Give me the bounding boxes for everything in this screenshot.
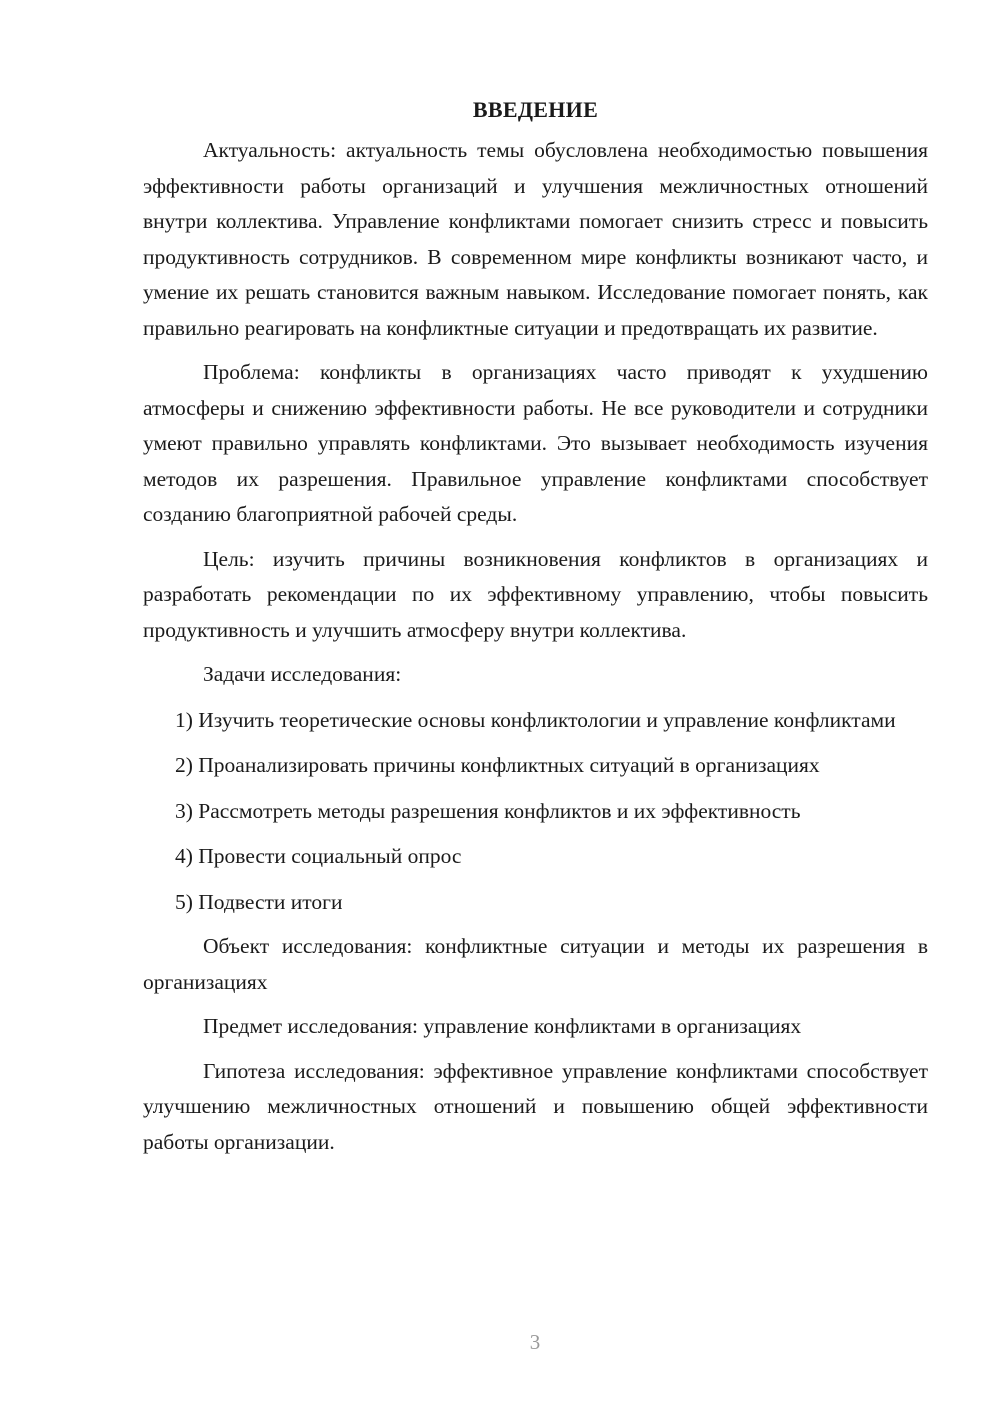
paragraph-goal: Цель: изучить причины возникновения конфликтов в организациях и разработать рекомендации по их эффективному управлению, чтобы повысить продуктивность и улучшить атмосферу внутри коллектива. bbox=[143, 546, 928, 642]
tasks-heading: Задачи исследования: bbox=[203, 662, 402, 686]
task-item-5: 5) Подвести итоги bbox=[175, 889, 343, 914]
paragraph-relevance: Актуальность: актуальность темы обусловлена необходимостью повышения эффективности работы организаций и улучшения межличностных отношений внутри коллектива. Управление конфликтами помогает снизить стресс и повысить продуктивность сотрудников. В современном мире конфликты возникают часто, и умение их решать становится важным навыком. Исследование помогает понять, как правильно реагировать на конфликтные ситуации и предотвращать их развитие. bbox=[143, 138, 928, 340]
page-number: 3 bbox=[529, 1330, 541, 1354]
task-item-1: 1) Изучить теоретические основы конфликтологии и управление конфликтами bbox=[175, 707, 896, 732]
paragraph-problem: Проблема: конфликты в организациях часто приводят к ухудшению атмосферы и снижению эффективности работы. Не все руководители и сотрудники умеют правильно управлять конфликтами. Это вызывает необходимость изучения методов их разрешения. Правильное управление конфликтами способствует созданию благоприятной рабочей среды. bbox=[143, 360, 928, 526]
task-item-4: 4) Провести социальный опрос bbox=[175, 844, 462, 868]
page-content bbox=[143, 92, 928, 1160]
paragraph-subject: Предмет исследования: управление конфликтами в организациях bbox=[203, 1014, 802, 1038]
task-item-3: 3) Рассмотреть методы разрешения конфликтов и их эффективность bbox=[175, 798, 801, 823]
paragraph-hypothesis: Гипотеза исследования: эффективное управление конфликтами способствует улучшению межличностных отношений и повышению общей эффективности работы организации. bbox=[143, 1058, 928, 1154]
task-item-2: 2) Проанализировать причины конфликтных ситуаций в организациях bbox=[175, 753, 820, 777]
section-title: ВВЕДЕНИЕ bbox=[472, 97, 599, 122]
paragraph-object: Объект исследования: конфликтные ситуации и методы их разрешения в организациях bbox=[143, 934, 928, 994]
